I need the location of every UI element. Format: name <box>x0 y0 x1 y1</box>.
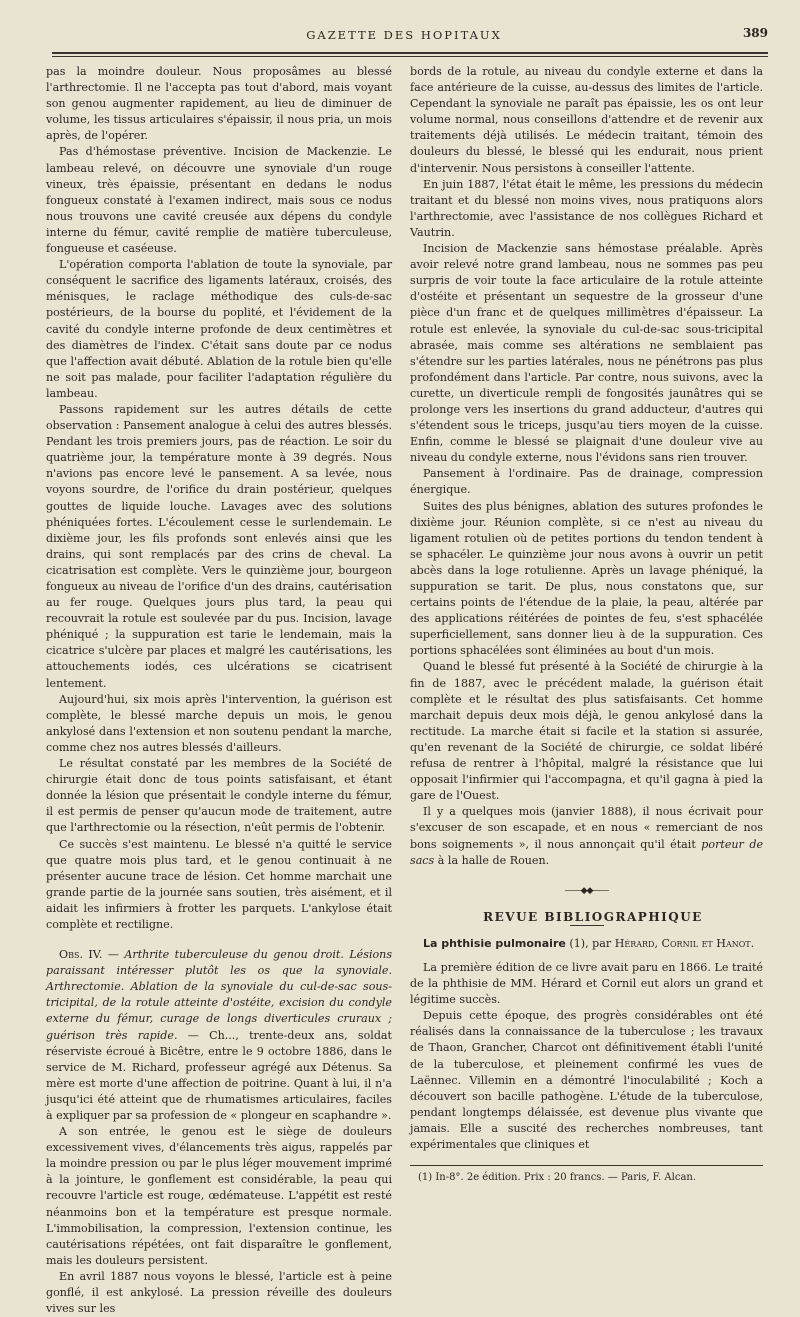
paragraph: pas la moindre douleur. Nous proposâmes au blessé l'arthrectomie. Il ne l'accepta pas tout d'abord, mais voyant son genou augmenter rapidement, au lieu de diminuer de volume, les tissus articulaires s'épaissir, il nous pria, un mois après, de l'opérer. <box>46 65 392 143</box>
right-column <box>410 64 763 1186</box>
book-authors: Hérard, Cornil et Hanot. <box>614 936 755 950</box>
title-underline <box>570 925 604 926</box>
paragraph: Incision de Mackenzie sans hémostase préalable. Après avoir relevé notre grand lambeau, nous ne sommes pas peu surpris de voir toute la face articulaire de la rotule atteinte d'ostéite et présentant un sequestre de la grosseur d'une pièce d'un franc et de quelques millimètres d'épaisseur. La rotule est enlevée, la synoviale du cul-de-sac sous-tricipital abrasée, mais comme ses altérations ne semblaient pas s'étendre sur les parties latérales, nous ne pénétrons pas plus profondément dans l'article. Par contre, nous suivons, avec la curette, un diverticule rempli de fongosités jaunâtres qui se prolonge vers les insertions du grand adducteur, d'autres qui s'étendent sous le triceps, jusqu'au tiers moyen de la cuisse. Enfin, comme le blessé se plaignait d'une douleur vive au niveau du condyle externe, nous l'évidons sans rien trouver. <box>410 242 763 465</box>
paragraph: A son entrée, le genou est le siège de douleurs excessivement vives, d'élancements très aigus, rappelés par la moindre pression ou par le plus léger mouvement imprimé à la jointure, le gonflement est considérable, la peau qui recouvre l'article est rouge, œdémateuse. L'appétit est resté néanmoins bon et la température est presque normale. L'immobilisation, la compression, l'extension continue, les cautérisations répétées, ont fait disparaître le gonflement, mais les douleurs persistent. <box>46 1125 392 1267</box>
footnote-rule <box>410 1165 763 1166</box>
obs-summary: Arthrite tuberculeuse du genou droit. Lésions paraissant intéresser plutôt les os que la synoviale. Arthrectomie. Ablation de la synoviale du cul-de-sac sous-tricipital, de la rotule atteinte d'ostéite, excision du condyle externe du fémur, curage de longs diverticules cruraux ; guérison très rapide. <box>46 948 393 1042</box>
paragraph: L'opération comporta l'ablation de toute la synoviale, par conséquent le sacrifice des ligaments latéraux, croisés, des ménisques, le raclage méthodique des culs-de-sac postérieurs, de la bourse du poplité, et l'évidement de la cavité du condyle interne profonde de deux centimètres et des diamètres de l'index. C'était sans doute par ce nodus que l'affection avait débuté. Ablation de la rotule bien qu'elle ne soit pas malade, pour faciliter l'adaptation régulière du lambeau. <box>46 258 392 400</box>
paragraph: Pansement à l'ordinaire. Pas de drainage, compression énergique. <box>410 467 763 497</box>
page-number: 389 <box>742 26 768 40</box>
paragraph: Pas d'hémostase préventive. Incision de Mackenzie. Le lambeau relevé, on découvre une synoviale d'un rouge vineux, très épaissie, présentant en dedans le nodus fongueux constaté à l'examen indirect, mais sous ce nodus nous trouvons une cavité creusée aux dépens du condyle interne du fémur, cavité remplie de matière tuberculeuse, fongueuse et caséeuse. <box>46 145 392 256</box>
paragraph: Depuis cette époque, des progrès considérables ont été réalisés dans la connaissance de la tuberculose ; les travaux de Thaon, Grancher, Charcot ont définitivement établi l'unité de la tuberculose, et pleinement confirmé les vues de Laënnec. Villemin en a démontré l'inoculabilité ; Koch a découvert son bacille pathogène. L'étude de la tuberculose, pendant longtemps délaissée, est devenue plus vivante que jamais. Elle a suscité des recherches nombreuses, tant expérimentales que cliniques et <box>410 1009 763 1151</box>
paragraph: En juin 1887, l'état était le même, les pressions du médecin traitant et du blessé non moins vives, nous pratiquons alors l'arthrectomie, avec l'assistance de nos collègues Richard et Vautrin. <box>410 177 763 239</box>
paragraph: Quand le blessé fut présenté à la Société de chirurgie à la fin de 1887, avec le précédent malade, la guérison était complète et le résultat des plus satisfaisants. Cet homme marchait depuis deux mois déjà, le genou ankylosé dans la rectitude. La marche était si facile et la station si assurée, qu'en revenant de la Société de chirurgie, ce soldat libéré refusa de rentrer à l'hôpital, malgré la résistance que lui opposait l'infirmier qui l'accompagna, et qu'il gagna à pied la gare de l'Ouest. <box>410 660 763 803</box>
paragraph: bords de la rotule, au niveau du condyle externe et dans la face antérieure de la cuisse, au-dessus des limites de l'article. Cependant la synoviale ne paraît pas épaissie, les os ont leur volume normal, nous conseillons d'attendre et de revenir aux traitements déjà utilisés. Le médecin traitant, témoin des douleurs du blessé, le blessé qui les endurait, nous prient d'intervenir. Nous persistons à conseiller l'attente. <box>410 65 763 175</box>
running-header <box>40 24 768 48</box>
header-rule-thin <box>52 56 768 57</box>
observation-heading <box>46 947 392 1124</box>
paragraph: Le résultat constaté par les membres de la Société de chirurgie était donc de tous points satisfaisant, et étant donnée la lésion que présentait le condyle interne du fémur, il est permis de penser qu'aucun mode de traitement, autre que l'arthrectomie ou la résection, n'eût permis de l'obtenir. <box>46 757 392 835</box>
journal-title: GAZETTE DES HOPITAUX <box>306 28 502 42</box>
paragraph: La première édition de ce livre avait paru en 1866. Le traité de la phthisie de MM. Hérard et Cornil eut alors un grand et légitime succès. <box>410 960 763 1007</box>
obs-text: — Ch..., trente-deux ans, soldat réserviste écroué à Bicêtre, entre le 9 octobre 1886, dans le service de M. Richard, professeur agrégé aux Détenus. Sa mère est morte d'une affection de poitrine. Quant à lui, il n'a jusqu'ici été atteint que de rhumatismes articulaires, faciles à expliquer par sa profession de « plongeur en scaphandre ». <box>46 1028 392 1122</box>
paragraph: Aujourd'hui, six mois après l'intervention, la guérison est complète, le blessé marche depuis un mois, le genou ankylosé dans l'extension et non soutenu pendant la marche, comme chez nos autres blessés d'ailleurs. <box>46 692 392 754</box>
section-divider: ——◆◆—— <box>564 885 609 896</box>
book-title: La phthisie pulmonaire <box>423 936 566 950</box>
paragraph: Passons rapidement sur les autres détails de cette observation : Pansement analogue à celui des autres blessés. Pendant les trois premiers jours, pas de réaction. Le soir du quatrième jour, la température monte à 39 degrés. Nous n'avions pas encore levé le pansement. A sa levée, nous voyons sourdre, de l'orifice du drain postérieur, quelques gouttes de liquide louche. Lavages avec des solutions phéniquées fortes. L'écoulement cesse le surlendemain. Le dixième jour, les fils profonds sont enlevés ainsi que les drains, qui sont remplacés par des crins de cheval. La cicatrisation est complète. Vers le quinzième jour, bourgeon fongueux au niveau de l'orifice d'un des drains, cautérisation au fer rouge. Quelques jours plus tard, la peau qui recouvrait la rotule est soulevée par du pus. Incision, lavage phéniqué ; la suppuration est tarie le lendemain, mais la cicatrice s'ulcère par places et malgré les cautérisations, les attouchements iodés, ces ulcérations se cicatrisent lentement. <box>46 402 392 690</box>
paragraph: En avril 1887 nous voyons le blessé, l'article est à peine gonflé, il est ankylosé. La pression réveille des douleurs vives sur les <box>46 1269 392 1316</box>
left-column <box>46 64 392 1317</box>
footnote: (1) In-8°. 2e édition. Prix : 20 francs. — Paris, F. Alcan. <box>418 1172 697 1184</box>
book-heading: La phthisie pulmonaire (1), par Hérard, Cornil et Hanot. <box>423 936 755 950</box>
header-rule <box>52 52 768 54</box>
italic-phrase: porteur de sacs <box>410 837 764 867</box>
paragraph: Suites des plus bénignes, ablation des sutures profondes le dixième jour. Réunion complète, si ce n'est au niveau du ligament rotulien où de petites portions du tendon tendent à se sphacéler. Le quinzième jour nous avons à ouvrir un petit abcès dans la loge rotulienne. Après un lavage phéniqué, la suppuration se tarit. De plus, nous constatons que, sur certains points de l'étendue de la plaie, la peau, altérée par des applications réitérées de pointes de feu, s'est sphacélée superficiellement, sans donner lieu à de la suppuration. Ces portions sphacélées sont éliminées au bout d'un mois. <box>410 499 763 658</box>
section-title: REVUE BIBLIOGRAPHIQUE <box>483 909 703 924</box>
obs-label: Obs. IV. — <box>59 948 119 962</box>
paragraph: Il y a quelques mois (janvier 1888), il nous écrivait pour s'excuser de son escapade, et en nous « remerciant de nos bons soignements », il nous annonçait qu'il était porteur de sacs à la halle de Rouen. <box>410 805 764 867</box>
paragraph: Ce succès s'est maintenu. Le blessé n'a quitté le service que quatre mois plus tard, et le genou continuait à ne présenter aucune trace de lésion. Cet homme marchait une grande partie de la journée sans soutien, très aisément, et il aidait les infirmiers à frotter les parquets. L'ankylose était complète et rectiligne. <box>46 837 392 931</box>
